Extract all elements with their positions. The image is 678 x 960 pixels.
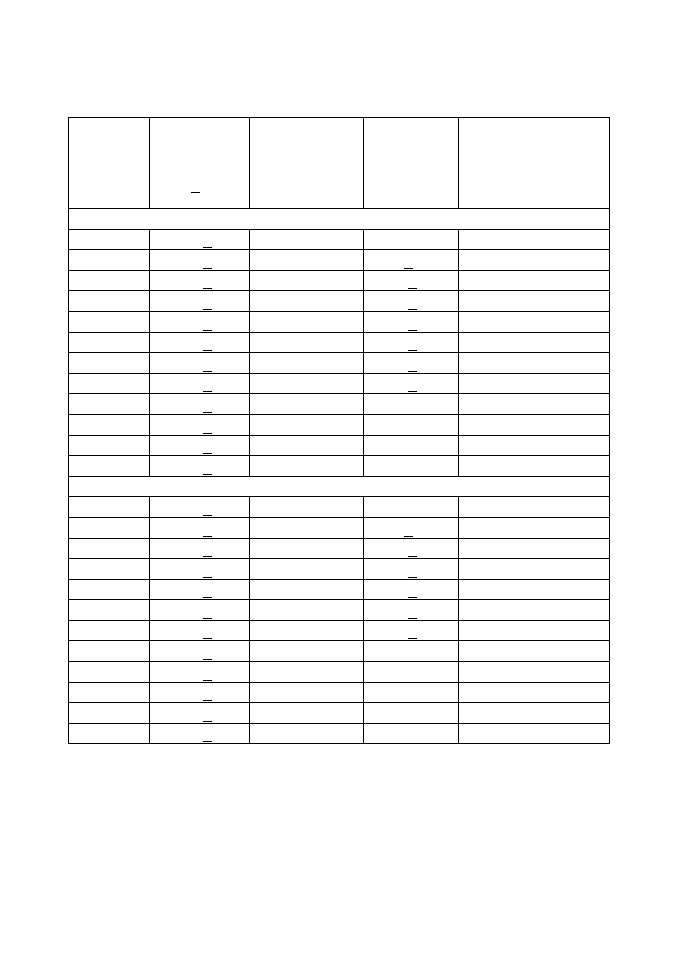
table-cell <box>69 497 150 518</box>
table-cell <box>69 373 150 394</box>
table-row <box>69 229 610 250</box>
table-cell <box>364 723 459 744</box>
dash-mark <box>203 347 212 351</box>
table-cell <box>69 723 150 744</box>
table-cell <box>459 394 610 415</box>
table-cell <box>364 414 459 435</box>
table-cell <box>250 579 364 600</box>
table-cell <box>150 662 250 683</box>
table-cell <box>250 229 364 250</box>
dash-mark <box>203 450 212 454</box>
table-cell <box>459 662 610 683</box>
dash-mark <box>203 594 212 598</box>
dash-mark <box>408 553 417 557</box>
table-cell <box>150 517 250 538</box>
dash-mark <box>408 594 417 598</box>
table-cell <box>69 311 150 332</box>
table-cell <box>250 270 364 291</box>
table-cell <box>150 353 250 374</box>
table-cell <box>459 682 610 703</box>
table-cell <box>364 703 459 724</box>
table-cell <box>459 497 610 518</box>
table-cell <box>150 250 250 271</box>
section-cell <box>69 476 610 497</box>
table-cell <box>150 682 250 703</box>
table-row <box>69 250 610 271</box>
table-cell <box>364 332 459 353</box>
table-cell <box>150 620 250 641</box>
table-cell <box>150 723 250 744</box>
table-cell <box>459 311 610 332</box>
table-body <box>69 118 610 744</box>
table-cell <box>150 229 250 250</box>
dash-mark <box>203 306 212 310</box>
table-cell <box>150 394 250 415</box>
dash-mark <box>203 553 212 557</box>
table-cell <box>69 517 150 538</box>
dash-mark <box>408 306 417 310</box>
table-cell <box>150 579 250 600</box>
table-cell <box>69 270 150 291</box>
table-cell <box>364 311 459 332</box>
table-cell <box>150 559 250 580</box>
table-cell <box>250 414 364 435</box>
dash-mark <box>203 471 212 475</box>
table-cell <box>459 250 610 271</box>
table-cell <box>69 229 150 250</box>
table-cell <box>250 662 364 683</box>
dash-mark <box>203 368 212 372</box>
table-row <box>69 620 610 641</box>
dash-mark <box>408 327 417 331</box>
table-cell <box>459 435 610 456</box>
table-cell <box>69 682 150 703</box>
dash-mark <box>203 615 212 619</box>
table-cell <box>364 394 459 415</box>
table-cell <box>150 497 250 518</box>
table-cell <box>364 291 459 312</box>
table-cell <box>459 641 610 662</box>
table-cell <box>69 456 150 477</box>
table-row <box>69 332 610 353</box>
dash-mark <box>203 244 212 248</box>
dash-mark <box>203 677 212 681</box>
table-cell <box>364 517 459 538</box>
table-cell <box>150 373 250 394</box>
table-cell <box>150 435 250 456</box>
table-cell <box>459 456 610 477</box>
section-cell <box>69 209 610 230</box>
dash-mark <box>408 574 417 578</box>
table-row <box>69 517 610 538</box>
dash-mark <box>203 635 212 639</box>
header-cell <box>250 118 364 209</box>
table-cell <box>459 270 610 291</box>
table-cell <box>250 435 364 456</box>
table-cell <box>364 579 459 600</box>
table-row <box>69 662 610 683</box>
section-row <box>69 209 610 230</box>
table-cell <box>459 703 610 724</box>
table-cell <box>250 682 364 703</box>
table-cell <box>150 332 250 353</box>
header-row <box>69 118 610 209</box>
table-cell <box>459 353 610 374</box>
dash-mark <box>203 656 212 660</box>
table-row <box>69 394 610 415</box>
table-row <box>69 311 610 332</box>
table-cell <box>150 311 250 332</box>
table-cell <box>459 414 610 435</box>
table-cell <box>150 414 250 435</box>
table-cell <box>69 250 150 271</box>
table-row <box>69 723 610 744</box>
table-cell <box>364 538 459 559</box>
table-cell <box>69 703 150 724</box>
table-cell <box>150 703 250 724</box>
table-cell <box>250 600 364 621</box>
table-row <box>69 373 610 394</box>
table-cell <box>69 559 150 580</box>
table-row <box>69 579 610 600</box>
dash-mark <box>203 697 212 701</box>
dash-mark <box>203 327 212 331</box>
table-cell <box>150 538 250 559</box>
table-cell <box>150 641 250 662</box>
table-row <box>69 703 610 724</box>
table-row <box>69 270 610 291</box>
table-cell <box>364 456 459 477</box>
table-cell <box>150 291 250 312</box>
table-cell <box>69 332 150 353</box>
table-cell <box>150 600 250 621</box>
table-cell <box>459 579 610 600</box>
table-cell <box>250 332 364 353</box>
table-cell <box>364 662 459 683</box>
table-cell <box>69 641 150 662</box>
table-cell <box>459 332 610 353</box>
table-cell <box>364 250 459 271</box>
table-row <box>69 435 610 456</box>
table-cell <box>250 353 364 374</box>
section-row <box>69 476 610 497</box>
table-cell <box>69 538 150 559</box>
table-cell <box>69 291 150 312</box>
table-cell <box>364 270 459 291</box>
table-cell <box>250 703 364 724</box>
table-cell <box>69 414 150 435</box>
dash-mark <box>203 409 212 413</box>
table-cell <box>364 373 459 394</box>
header-cell <box>150 118 250 209</box>
table-row <box>69 641 610 662</box>
table-cell <box>150 456 250 477</box>
dash-mark <box>203 388 212 392</box>
table-cell <box>459 229 610 250</box>
table-row <box>69 600 610 621</box>
dash-mark <box>203 430 212 434</box>
table-cell <box>250 538 364 559</box>
table-cell <box>364 559 459 580</box>
table-cell <box>459 291 610 312</box>
header-dash-mark <box>191 189 200 193</box>
table-cell <box>250 394 364 415</box>
table-cell <box>250 456 364 477</box>
table-cell <box>69 600 150 621</box>
dash-mark <box>408 347 417 351</box>
table-cell <box>459 620 610 641</box>
table-row <box>69 559 610 580</box>
table-cell <box>364 353 459 374</box>
table-cell <box>459 600 610 621</box>
dash-mark <box>404 533 413 537</box>
table-cell <box>364 620 459 641</box>
table-cell <box>250 620 364 641</box>
table-cell <box>69 435 150 456</box>
table-cell <box>250 641 364 662</box>
dash-mark <box>203 265 212 269</box>
data-table <box>68 117 610 744</box>
table-cell <box>364 682 459 703</box>
table-cell <box>459 559 610 580</box>
table-cell <box>459 723 610 744</box>
table-cell <box>69 662 150 683</box>
header-cell <box>364 118 459 209</box>
table-cell <box>69 620 150 641</box>
table-cell <box>364 435 459 456</box>
table-cell <box>250 311 364 332</box>
dash-mark <box>203 512 212 516</box>
table-row <box>69 456 610 477</box>
dash-mark <box>203 718 212 722</box>
table-cell <box>364 600 459 621</box>
table-cell <box>250 250 364 271</box>
table-cell <box>459 538 610 559</box>
dash-mark <box>408 285 417 289</box>
dash-mark <box>408 388 417 392</box>
table-row <box>69 291 610 312</box>
table-cell <box>250 723 364 744</box>
table-cell <box>459 517 610 538</box>
header-cell <box>459 118 610 209</box>
table-cell <box>250 291 364 312</box>
table-cell <box>364 641 459 662</box>
dash-mark <box>408 615 417 619</box>
dash-mark <box>408 635 417 639</box>
dash-mark <box>404 265 413 269</box>
table-cell <box>364 229 459 250</box>
table-cell <box>69 394 150 415</box>
table-row <box>69 414 610 435</box>
dash-mark <box>203 738 212 742</box>
header-cell <box>69 118 150 209</box>
table-row <box>69 538 610 559</box>
table-row <box>69 497 610 518</box>
table-row <box>69 353 610 374</box>
table-row <box>69 682 610 703</box>
table-cell <box>250 497 364 518</box>
table-cell <box>69 353 150 374</box>
table-cell <box>250 517 364 538</box>
table-cell <box>250 559 364 580</box>
table-cell <box>150 270 250 291</box>
table-cell <box>250 373 364 394</box>
dash-mark <box>408 368 417 372</box>
dash-mark <box>203 574 212 578</box>
table-cell <box>69 579 150 600</box>
table-cell <box>364 497 459 518</box>
dash-mark <box>203 533 212 537</box>
table-cell <box>459 373 610 394</box>
dash-mark <box>203 285 212 289</box>
